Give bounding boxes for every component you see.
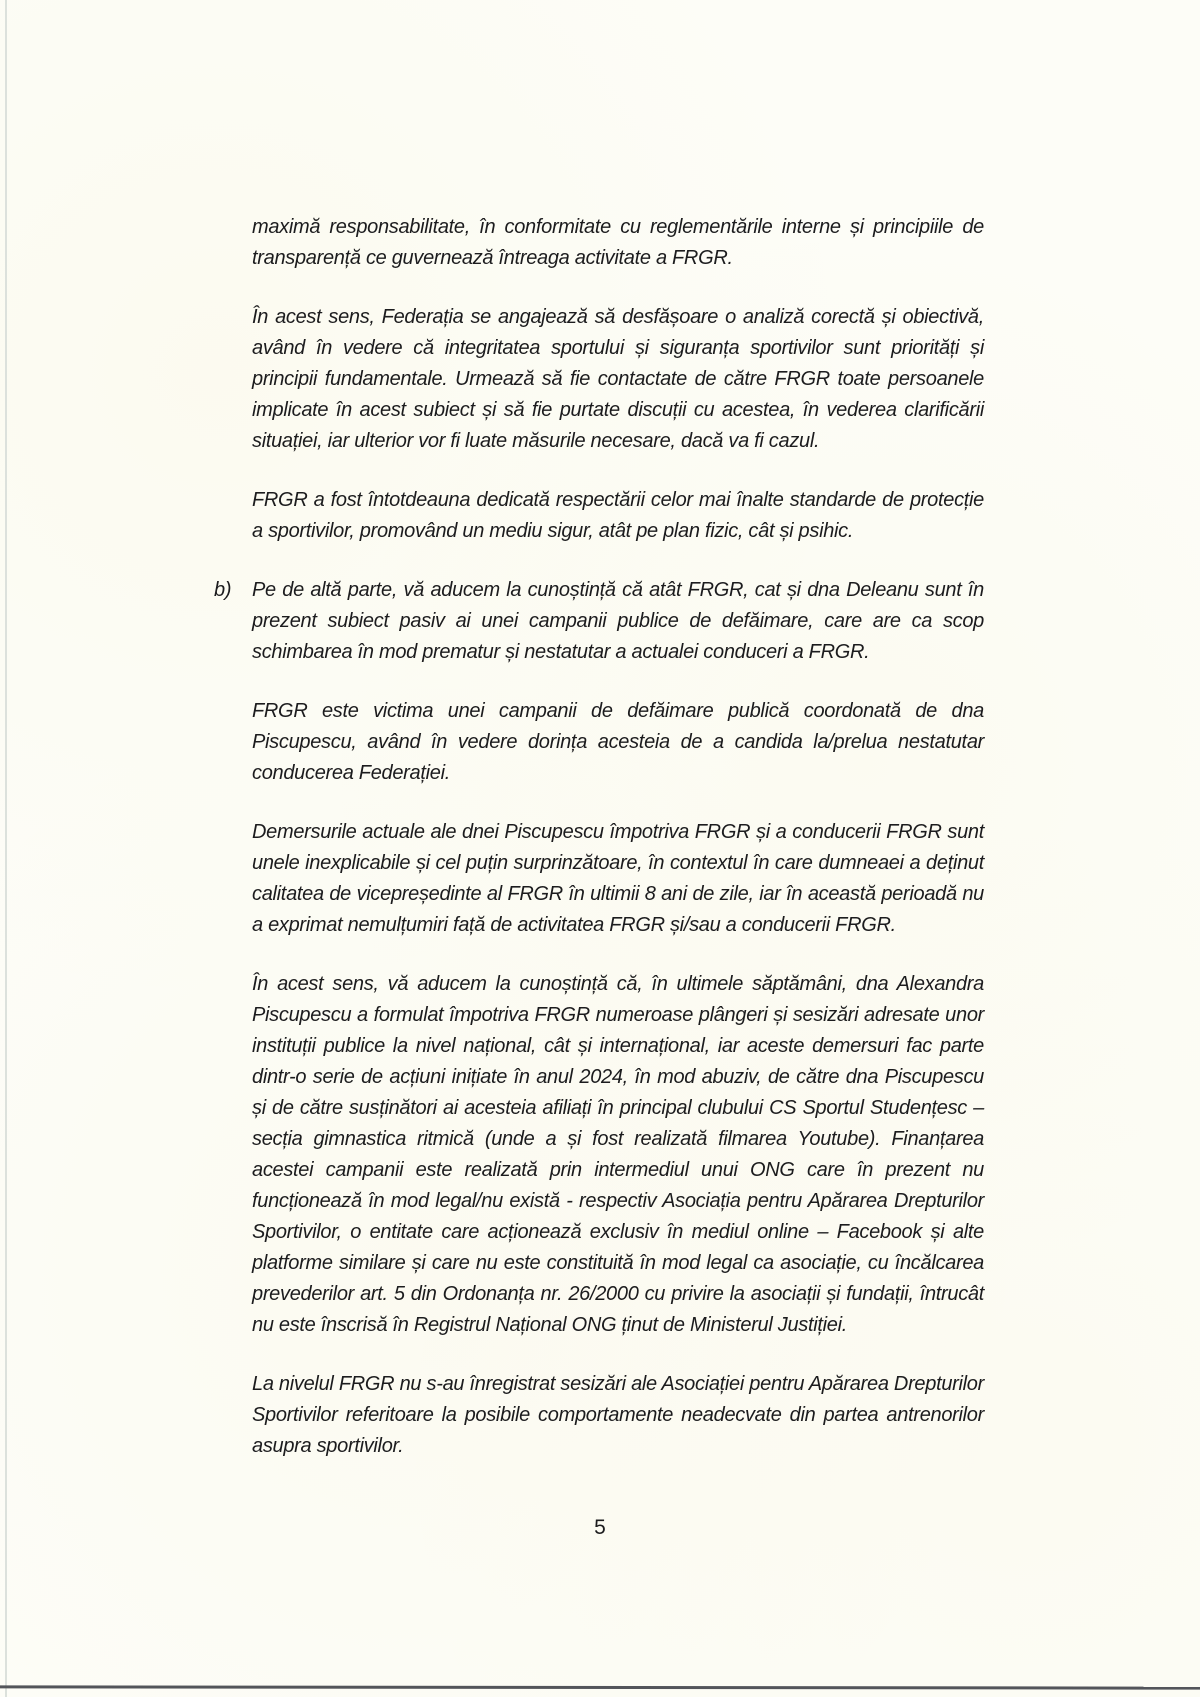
paragraph <box>252 485 984 547</box>
paragraph <box>252 969 984 1341</box>
list-item-paragraph <box>214 575 984 668</box>
paragraph-text: FRGR este victima unei campanii de defăimare publică coordonată de dna Piscupescu, având în vedere dorința acesteia de a candida la/prelua nestatutar conducerea Federației. <box>252 700 984 784</box>
paragraph <box>252 696 984 789</box>
paragraph-text: În acest sens, Federația se angajează să desfășoare o analiză corectă și obiectivă, având în vedere că integritatea sportului și siguranța sportivilor sunt priorități și principii fundamentale. Urmează să fie contactate de către FRGR toate persoanele implicate în acest subiect și să fie purtate discuții cu acestea, în vederea clarificării situației, iar ulterior vor fi luate măsurile necesare, dacă va fi cazul. <box>252 306 984 452</box>
paragraph <box>252 212 984 274</box>
paragraph <box>252 1369 984 1462</box>
paragraph-text: La nivelul FRGR nu s-au înregistrat sesizări ale Asociației pentru Apărarea Drepturilor Sportivilor referitoare la posibile comportamente neadecvate din partea antrenorilor asupra sportivilor. <box>252 1373 984 1457</box>
paragraph-text: maximă responsabilitate, în conformitate cu reglementările interne și principiile de transparență ce guvernează întreaga activitate a FRGR. <box>252 216 984 269</box>
paragraph-text: Demersurile actuale ale dnei Piscupescu împotriva FRGR și a conducerii FRGR sunt unele inexplicabile și cel puțin surprinzătoare, în contextul în care dumneaei a deținut calitatea de vicepreședinte al FRGR în ultimii 8 ani de zile, iar în această perioadă nu a exprimat nemulțumiri față de activitatea FRGR și/sau a conducerii FRGR. <box>252 821 984 936</box>
paragraph-text: FRGR a fost întotdeauna dedicată respectării celor mai înalte standarde de protecție a sportivilor, promovând un mediu sigur, atât pe plan fizic, cât și psihic. <box>252 489 984 542</box>
list-item-marker: b) <box>214 579 232 601</box>
paragraph <box>252 817 984 941</box>
scan-left-edge-line <box>5 0 7 1697</box>
page-number: 5 <box>594 1516 606 1539</box>
paragraph-text: În acest sens, vă aducem la cunoștință că, în ultimele săptămâni, dna Alexandra Piscupescu a formulat împotriva FRGR numeroase plângeri și sesizări adresate unor instituții publice la nivel național, cât și internațional, iar aceste demersuri fac parte dintr-o serie de acțiuni inițiate în anul 2024, în mod abuziv, de către dna Piscupescu și de către susținători ai acesteia afiliați în principal clubului CS Sportul Studențesc – secția gimnastica ritmică (unde a și fost realizată filmarea Youtube). Finanțarea acestei campanii este realizată prin intermediul unui ONG care în prezent nu funcționează în mod legal/nu există - respectiv Asociația pentru Apărarea Drepturilor Sportivilor, o entitate care acționează exclusiv în mediul online – Facebook și alte platforme similare și care nu este constituită în mod legal ca asociație, cu încălcarea prevederilor art. 5 din Ordonanța nr. 26/2000 cu privire la asociații și fundații, întrucât nu este înscrisă în Registrul Național ONG ținut de Ministerul Justiției. <box>252 973 984 1336</box>
paragraph-text: Pe de altă parte, vă aducem la cunoștință că atât FRGR, cat și dna Deleanu sunt în prezent subiect pasiv ai unei campanii publice de defăimare, care are ca scop schimbarea în mod prematur și nestatutar a actualei conduceri a FRGR. <box>252 579 984 663</box>
paragraph <box>252 302 984 457</box>
letter-body <box>214 212 984 1490</box>
